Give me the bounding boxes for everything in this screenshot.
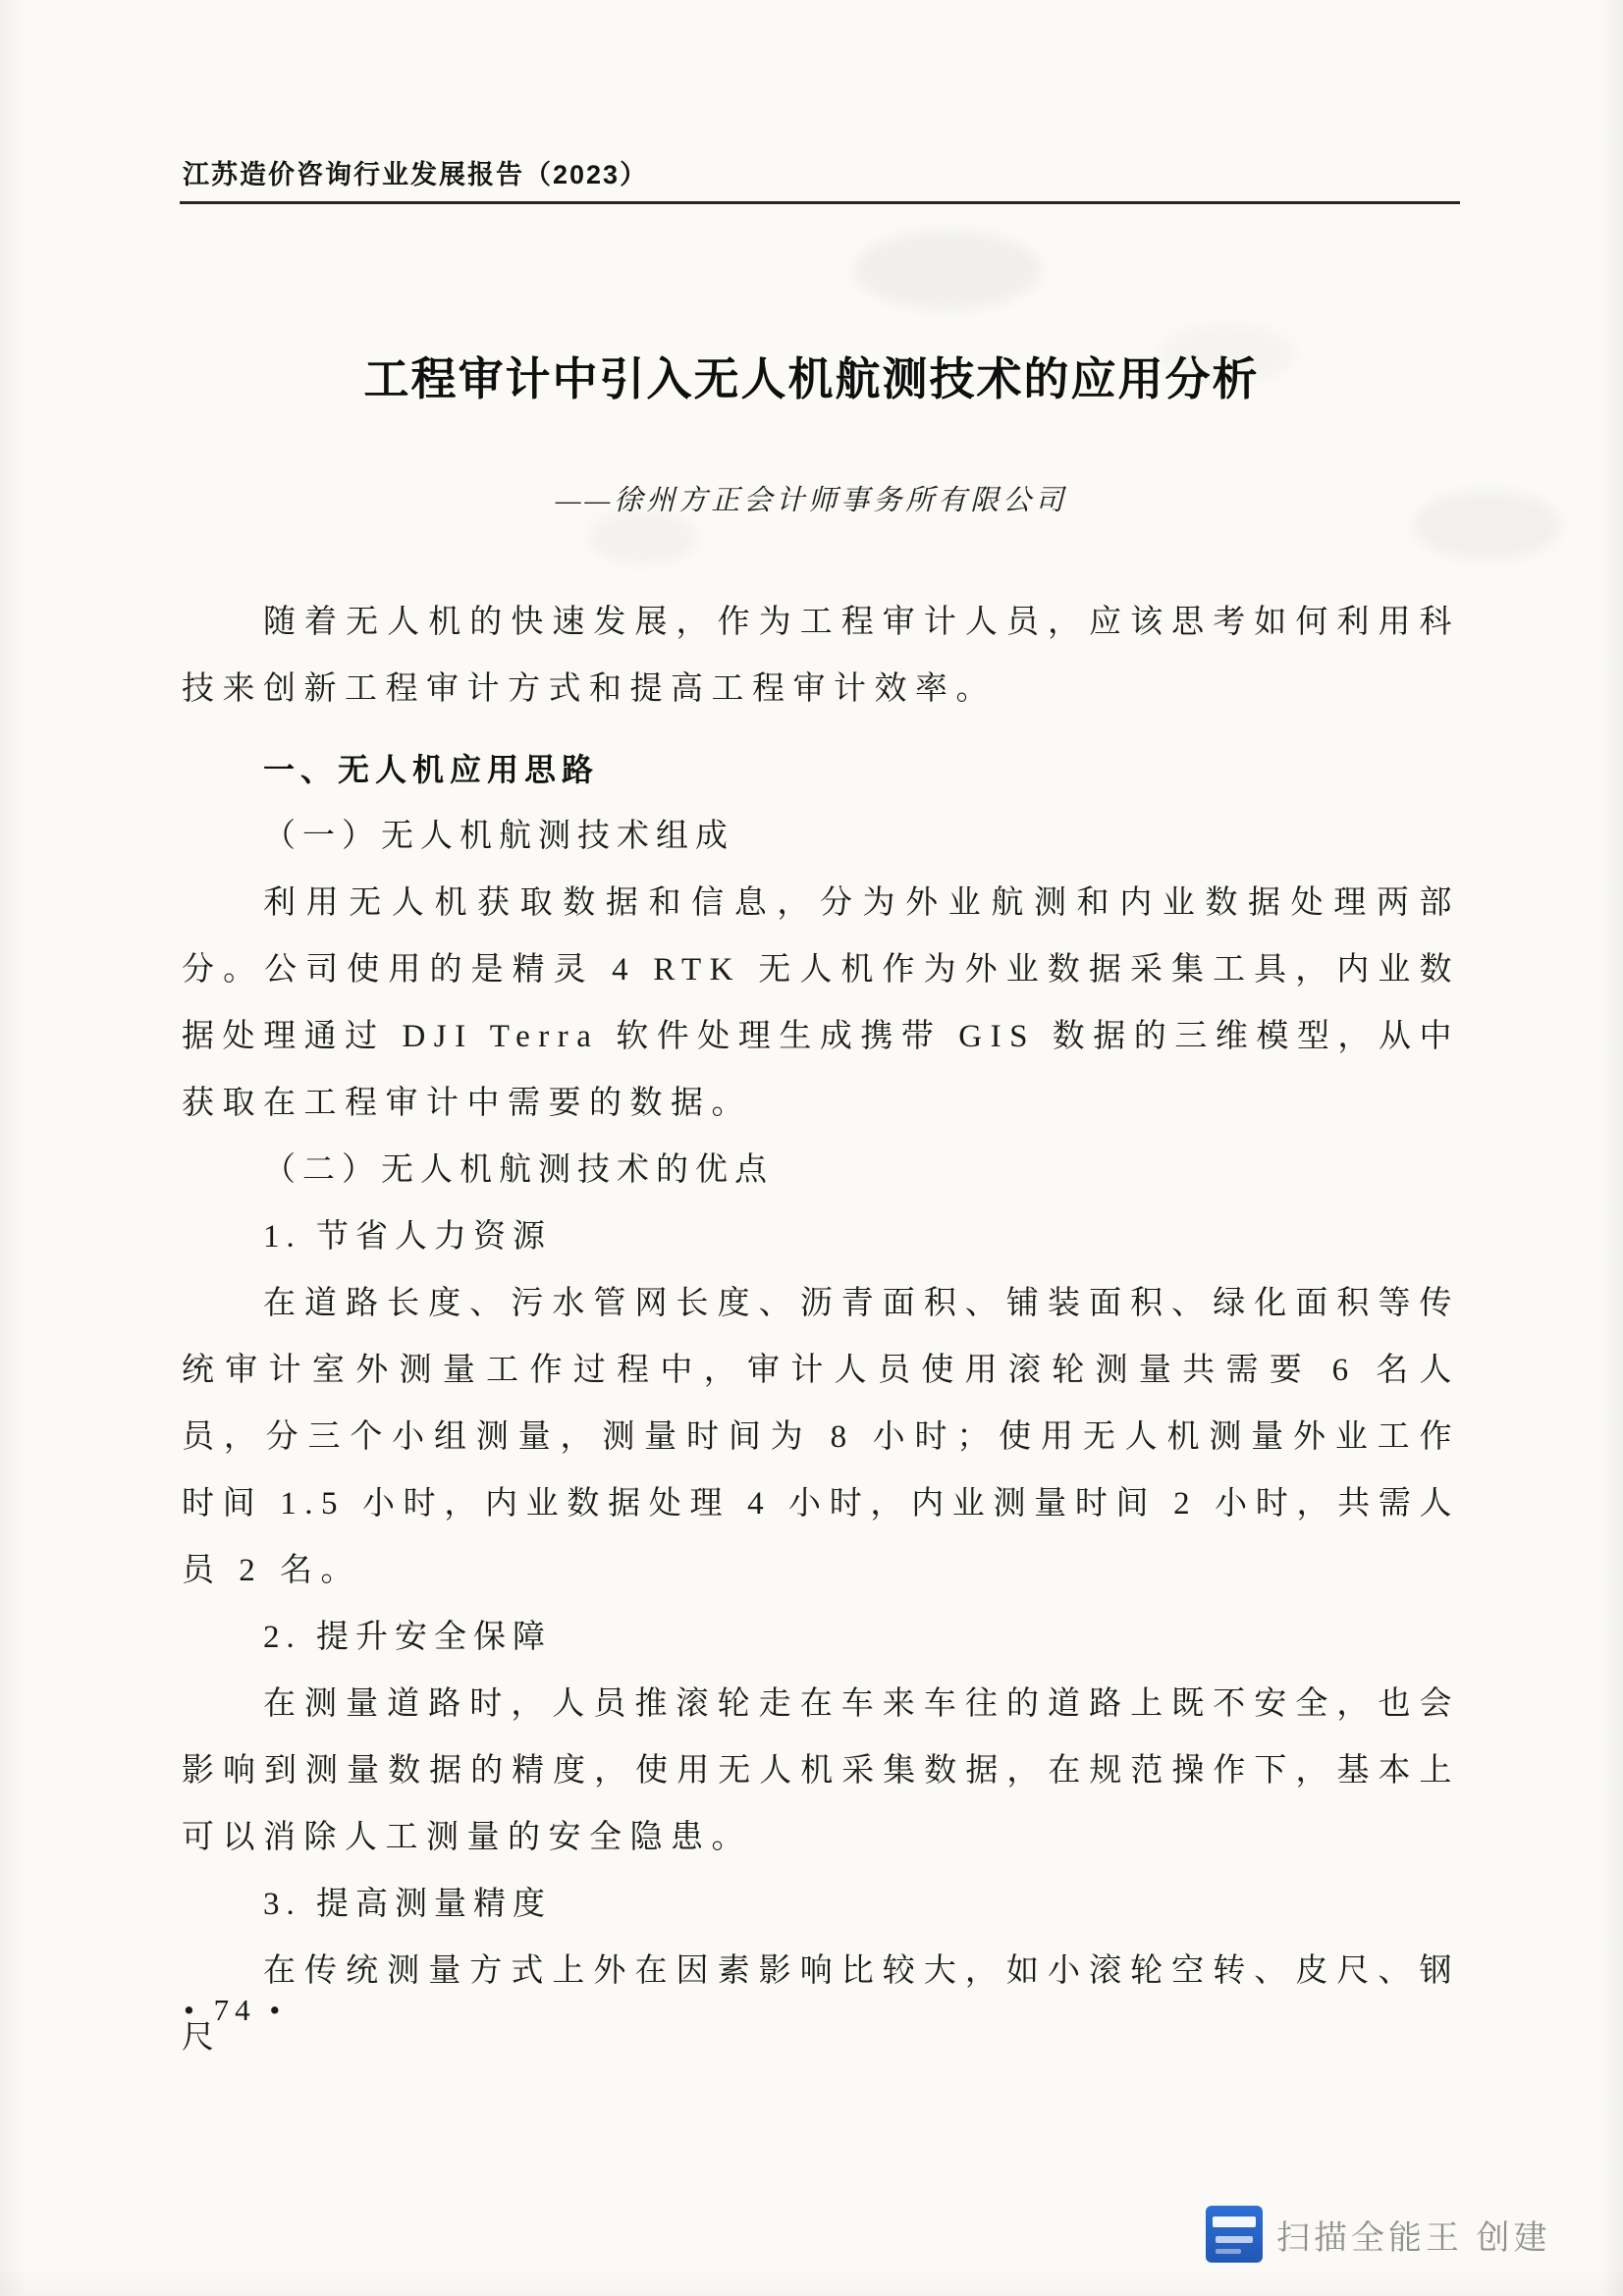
scan-artifact xyxy=(589,510,697,564)
scan-artifact xyxy=(854,231,1041,309)
running-header: 江苏造价咨询行业发展报告（2023） xyxy=(183,160,649,189)
camscanner-watermark xyxy=(1206,2206,1550,2263)
paragraph-intro: 随着无人机的快速发展，作为工程审计人员，应该思考如何利用科技来创新工程审计方式和提高工程审计效率。 xyxy=(182,605,1460,707)
article-byline: ——徐州方正会计师事务所有限公司 xyxy=(555,485,1068,516)
section-heading-1: 一、无人机应用思路 xyxy=(263,752,600,787)
camscanner-logo-icon xyxy=(1206,2206,1263,2263)
page-number: • 74 • xyxy=(184,1993,287,2027)
point-heading-1: 1. 节省人力资源 xyxy=(263,1219,552,1255)
paragraph-composition: 利用无人机获取数据和信息，分为外业航测和内业数据处理两部分。公司使用的是精灵 4 RTK 无人机作为外业数据采集工具，内业数据处理通过 DJI Terra 软件处理生成携带 GIS 数据的三维模型，从中获取在工程审计中需要的数据。 xyxy=(182,885,1460,1121)
paragraph-manpower: 在道路长度、污水管网长度、沥青面积、铺装面积、绿化面积等传统审计室外测量工作过程中，审计人员使用滚轮测量共需要 6 名人员，分三个小组测量，测量时间为 8 小时；使用无人机测量外业工作时间 1.5 小时，内业数据处理 4 小时，内业测量时间 2 小时，共需人员 2 名。 xyxy=(182,1286,1460,1588)
paragraph-precision: 在传统测量方式上外在因素影响比较大，如小滚轮空转、皮尺、钢尺 xyxy=(182,1953,1460,2056)
header-rule xyxy=(180,201,1460,204)
subsection-heading-1-2: （二）无人机航测技术的优点 xyxy=(263,1152,774,1188)
paragraph-safety: 在测量道路时，人员推滚轮走在车来车往的道路上既不安全，也会影响到测量数据的精度，使用无人机采集数据，在规范操作下，基本上可以消除人工测量的安全隐患。 xyxy=(182,1686,1460,1855)
document-body xyxy=(182,589,1460,2071)
subsection-heading-1-1: （一）无人机航测技术组成 xyxy=(263,819,734,854)
point-heading-2: 2. 提升安全保障 xyxy=(263,1620,552,1655)
watermark-text: 扫描全能王 创建 xyxy=(1276,2218,1551,2257)
article-title: 工程审计中引入无人机航测技术的应用分析 xyxy=(363,354,1260,404)
point-heading-3: 3. 提高测量精度 xyxy=(263,1887,552,1922)
